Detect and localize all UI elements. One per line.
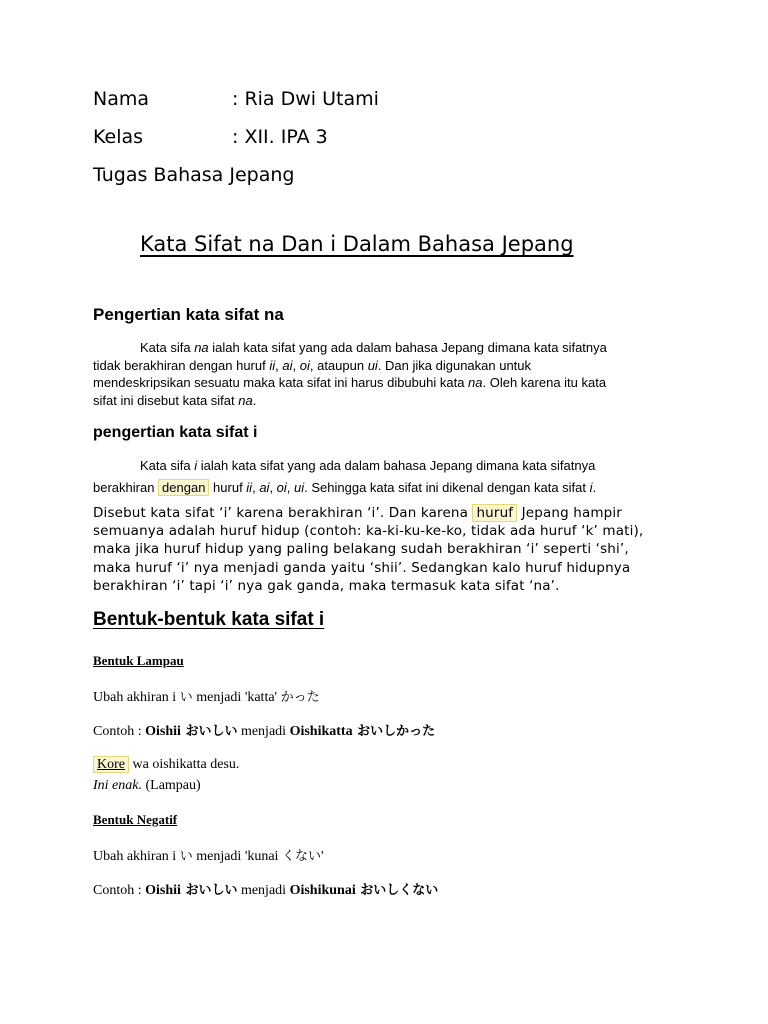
kelas-value: : XII. IPA 3 <box>232 126 328 148</box>
highlight-kore[interactable]: Kore <box>93 756 129 773</box>
lampau-sentence: Kore wa oishikatta desu. <box>93 757 239 773</box>
nama-value: : Ria Dwi Utami <box>232 88 379 110</box>
lampau-translation: Ini enak. (Lampau) <box>93 778 201 793</box>
paragraph-na: Kata sifa na ialah kata sifat yang ada dalam bahasa Jepang dimana kata sifatnya tidak berakhiran dengan huruf ii, ai, oi, ataupun ui. Dan jika digunakan untuk mendeskripsikan sesuatu maka kata sifat ini harus dibubuhi kata na. Oleh karena itu kata sifat ini disebut kata sifat na. <box>93 340 607 408</box>
highlight-dengan[interactable]: dengan <box>158 479 209 496</box>
subject-line: Tugas Bahasa Jepang <box>93 164 295 186</box>
nama-label: Nama <box>93 88 150 110</box>
heading-lampau: Bentuk Lampau <box>93 653 184 668</box>
heading-na: Pengertian kata sifat na <box>93 305 284 324</box>
paragraph-i-explain: Disebut kata sifat ‘i’ karena berakhiran ‘i’. Dan karena huruf Jepang hampir semuanya adalah huruf hidup (contoh: ka-ki-ku-ke-ko, tidak ada huruf ‘k’ mati), maka jika huruf hidup yang paling belakang sudah berakhiran ‘i’ seperti ‘shi’, maka huruf ‘i’ nya menjadi ganda yaitu ‘shii’. Sedangkan kalo huruf hidupnya berakhiran ‘i’ tapi ‘i’ nya gak ganda, maka termasuk kata sifat ‘na’. <box>93 505 644 594</box>
lampau-example: Contoh : Oishii おいしい menjadi Oishikatta おいしかった <box>93 724 436 739</box>
kelas-label: Kelas <box>93 126 144 148</box>
negatif-example: Contoh : Oishii おいしい menjadi Oishikunai おいしくない <box>93 883 439 898</box>
heading-bentuk: Bentuk-bentuk kata sifat i <box>93 609 325 630</box>
negatif-rule: Ubah akhiran i い menjadi 'kunai くない' <box>93 849 324 864</box>
paragraph-i-line1: Kata sifa i ialah kata sifat yang ada dalam bahasa Jepang dimana kata sifatnya <box>140 458 596 473</box>
heading-i: pengertian kata sifat i <box>93 424 258 441</box>
heading-negatif: Bentuk Negatif <box>93 812 178 827</box>
page-title: Kata Sifat na Dan i Dalam Bahasa Jepang <box>140 232 574 256</box>
lampau-rule: Ubah akhiran i い menjadi 'katta' かった <box>93 690 320 705</box>
paragraph-i-line2: berakhiran dengan huruf ii, ai, oi, ui. Sehingga kata sifat ini dikenal dengan kata sifat i. <box>93 480 597 495</box>
highlight-huruf[interactable]: huruf <box>472 504 517 522</box>
